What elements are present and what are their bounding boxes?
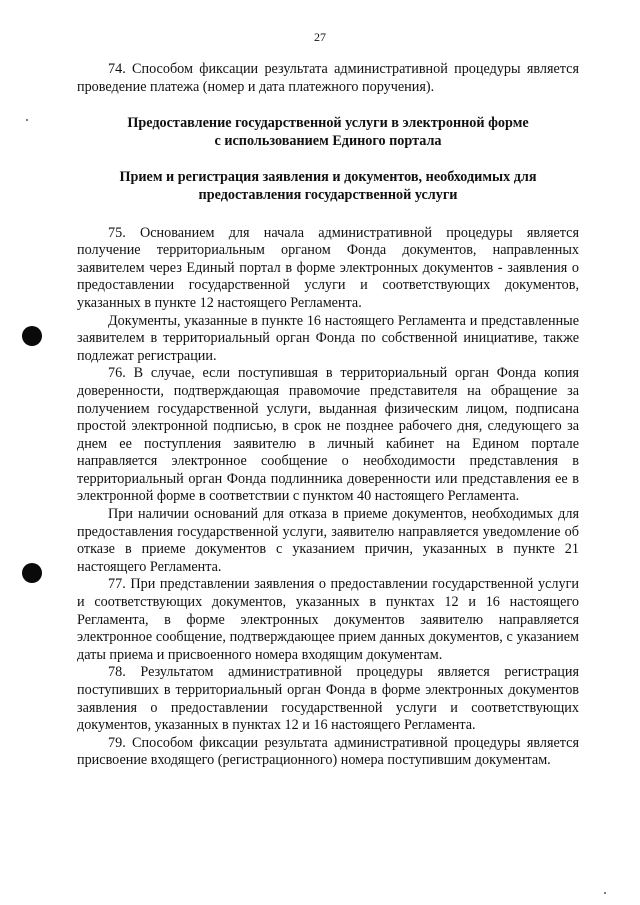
heading-line: с использованием Единого портала: [214, 132, 442, 149]
paragraph-79: 79. Способом фиксации результата административной процедуры является присвоение входящего (регистрационного) номера поступившим документам.: [77, 734, 579, 769]
paragraph-76: 76. В случае, если поступившая в территориальный орган Фонда копия доверенности, подтверждающая правомочие представителя на обращение за получением государственной услуги, выданная физическим лицом, подписана простой электронной подписью, в срок не позднее рабочего дня, следующего за днем ее поступления заявителю в личный кабинет на Едином портале направляется электронное сообщение о необходимости представления в территориальный орган Фонда подлинника доверенности или представления ее в электронной форме в соответствии с пунктом 40 настоящего Регламента.: [77, 365, 579, 505]
paragraph-78: 78. Результатом административной процедуры является регистрация поступивших в территориальный орган Фонда в форме электронных документов заявления о предоставлении государственной услуги и соответствующих документов, указанных в пунктах 12 и 16 настоящего Регламента.: [77, 664, 579, 734]
page-number: 27: [314, 30, 326, 44]
paragraph-documents-item-16: Документы, указанные в пункте 16 настоящего Регламента и представленные заявителем в территориальный орган Фонда по собственной инициативе, также подлежат регистрации.: [77, 312, 579, 364]
paragraph-refusal-notice: При наличии оснований для отказа в приеме документов, необходимых для предоставления государственной услуги, заявителю направляется уведомление об отказе в приеме документов с указанием причин, указанных в пункте 21 настоящего Регламента.: [77, 506, 579, 575]
section-heading-reception-registration: [77, 169, 579, 204]
scan-speck: [604, 892, 606, 894]
heading-line: Предоставление государственной услуги в электронной форме: [127, 115, 529, 132]
section-heading-electronic-form: [77, 115, 579, 150]
punch-hole-mark: [22, 563, 42, 583]
punch-hole-mark: [22, 326, 42, 346]
document-body: [77, 61, 579, 770]
paragraph-75: 75. Основанием для начала административной процедуры является получение территориальным органом Фонда документов, направленных заявителем через Единый портал в форме электронных документов - заявления о предоставлении государственной услуги и соответствующих документов, указанных в пункте 12 настоящего Регламента.: [77, 224, 579, 311]
paragraph-74: 74. Способом фиксации результата административной процедуры является проведение платежа (номер и дата платежного поручения).: [77, 61, 579, 95]
scan-speck: [26, 119, 28, 121]
heading-line: предоставления государственной услуги: [198, 186, 458, 203]
heading-line: Прием и регистрация заявления и документов, необходимых для: [119, 169, 537, 186]
paragraph-77: 77. При представлении заявления о предоставлении государственной услуги и соответствующих документов, указанных в пунктах 12 и 16 настоящего Регламента, в форме электронных документов заявителю направляется электронное сообщение, подтверждающее прием данных документов, с указанием даты приема и присвоенного номера входящим документам.: [77, 576, 579, 663]
